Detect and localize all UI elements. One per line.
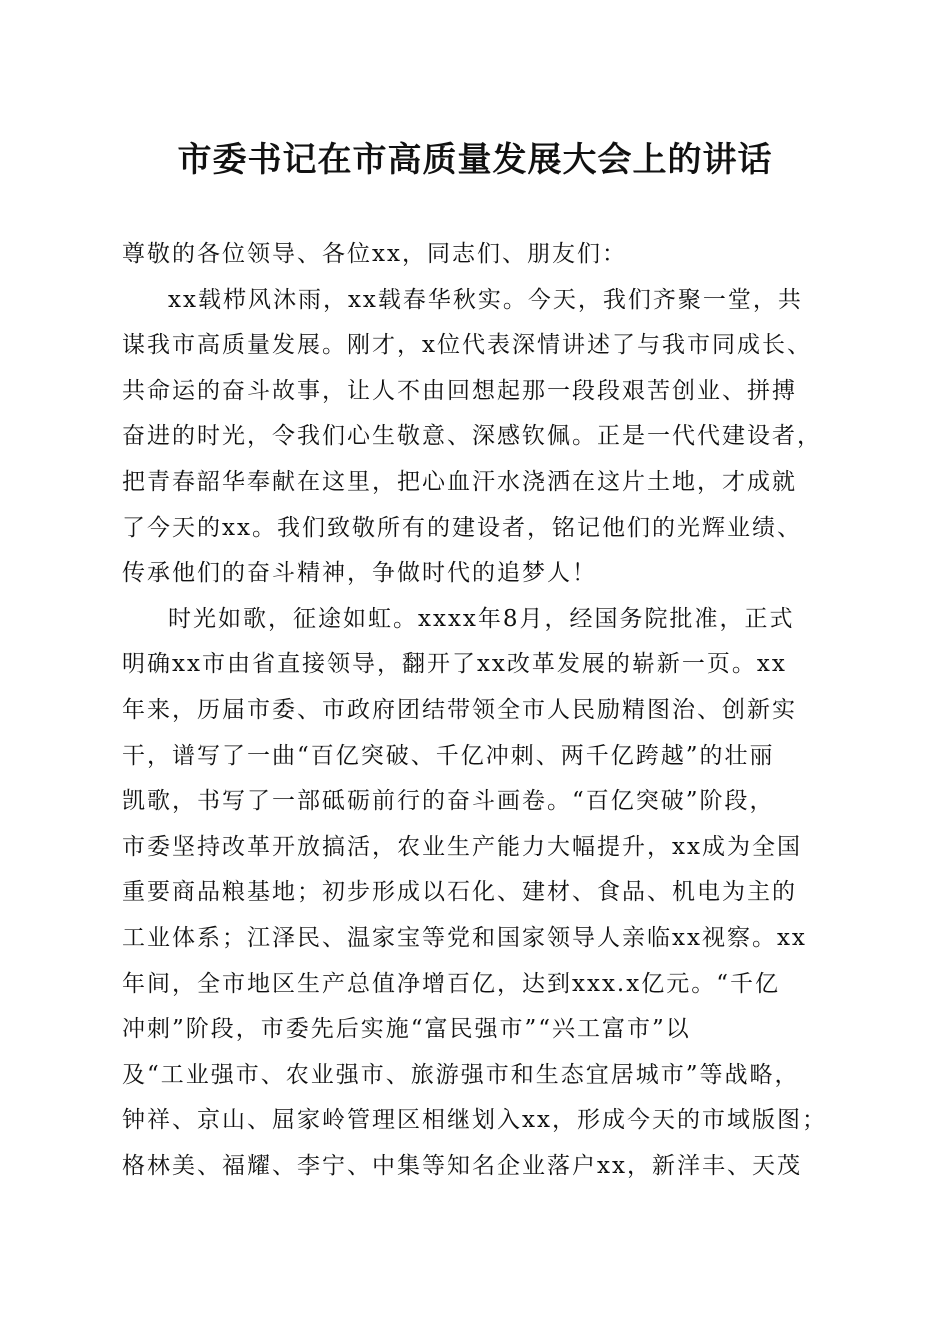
paragraph-1-line: 了今天的xx。我们致敬所有的建设者，铭记他们的光辉业绩、 [122,514,802,541]
document-body [122,232,836,1189]
paragraph-2-line: 重要商品粮基地；初步形成以石化、建材、食品、机电为主的 [122,879,797,906]
paragraph-1-line: 把青春韶华奉献在这里，把心血汗水浇洒在这片土地，才成就 [122,468,797,495]
paragraph-1-line: 奋进的时光，令我们心生敬意、深感钦佩。正是一代代建设者， [122,423,822,450]
paragraph-1-line: 传承他们的奋斗精神，争做时代的追梦人！ [122,560,597,587]
salutation-line: 尊敬的各位领导、各位xx，同志们、朋友们： [122,241,627,267]
paragraph-2-line: 市委坚持改革开放搞活，农业生产能力大幅提升，xx成为全国 [122,833,802,860]
paragraph-2-line: 时光如歌，征途如虹。xxxx年8月，经国务院批准，正式 [168,605,795,632]
paragraph-2-line: 钟祥、京山、屈家岭管理区相继划入xx，形成今天的市域版图； [122,1107,827,1134]
paragraph-2-line: 年间，全市地区生产总值净增百亿，达到xxx.x亿元。“千亿 [122,970,780,997]
paragraph-2-line: 格林美、福耀、李宁、中集等知名企业落户xx，新洋丰、天茂 [122,1152,802,1179]
paragraph-2-line: 冲刺”阶段，市委先后实施“富民强市”“兴工富市”以 [122,1016,691,1043]
paragraph-2-line: 凯歌，书写了一部砥砺前行的奋斗画卷。“百亿突破”阶段， [122,788,775,815]
document-title: 市委书记在市高质量发展大会上的讲话 [177,140,773,180]
paragraph-2-line: 年来，历届市委、市政府团结带领全市人民励精图治、创新实 [122,696,797,723]
paragraph-2-line: 工业体系；江泽民、温家宝等党和国家领导人亲临xx视察。xx [122,924,807,951]
paragraph-1-line: 谋我市高质量发展。刚才，x位代表深情讲述了与我市同成长、 [122,332,812,359]
paragraph-1-line: xx载栉风沐雨，xx载春华秋实。今天，我们齐聚一堂，共 [168,286,803,313]
paragraph-2-line: 干，谱写了一曲“百亿突破、千亿冲刺、两千亿跨越”的壮丽 [122,742,775,769]
paragraph-2-line: 及“工业强市、农业强市、旅游强市和生态宜居城市”等战略， [122,1061,800,1088]
paragraph-2-line: 明确xx市由省直接领导，翻开了xx改革发展的崭新一页。xx [122,651,787,678]
paragraph-1-line: 共命运的奋斗故事，让人不由回想起那一段段艰苦创业、拼搏 [122,377,797,404]
